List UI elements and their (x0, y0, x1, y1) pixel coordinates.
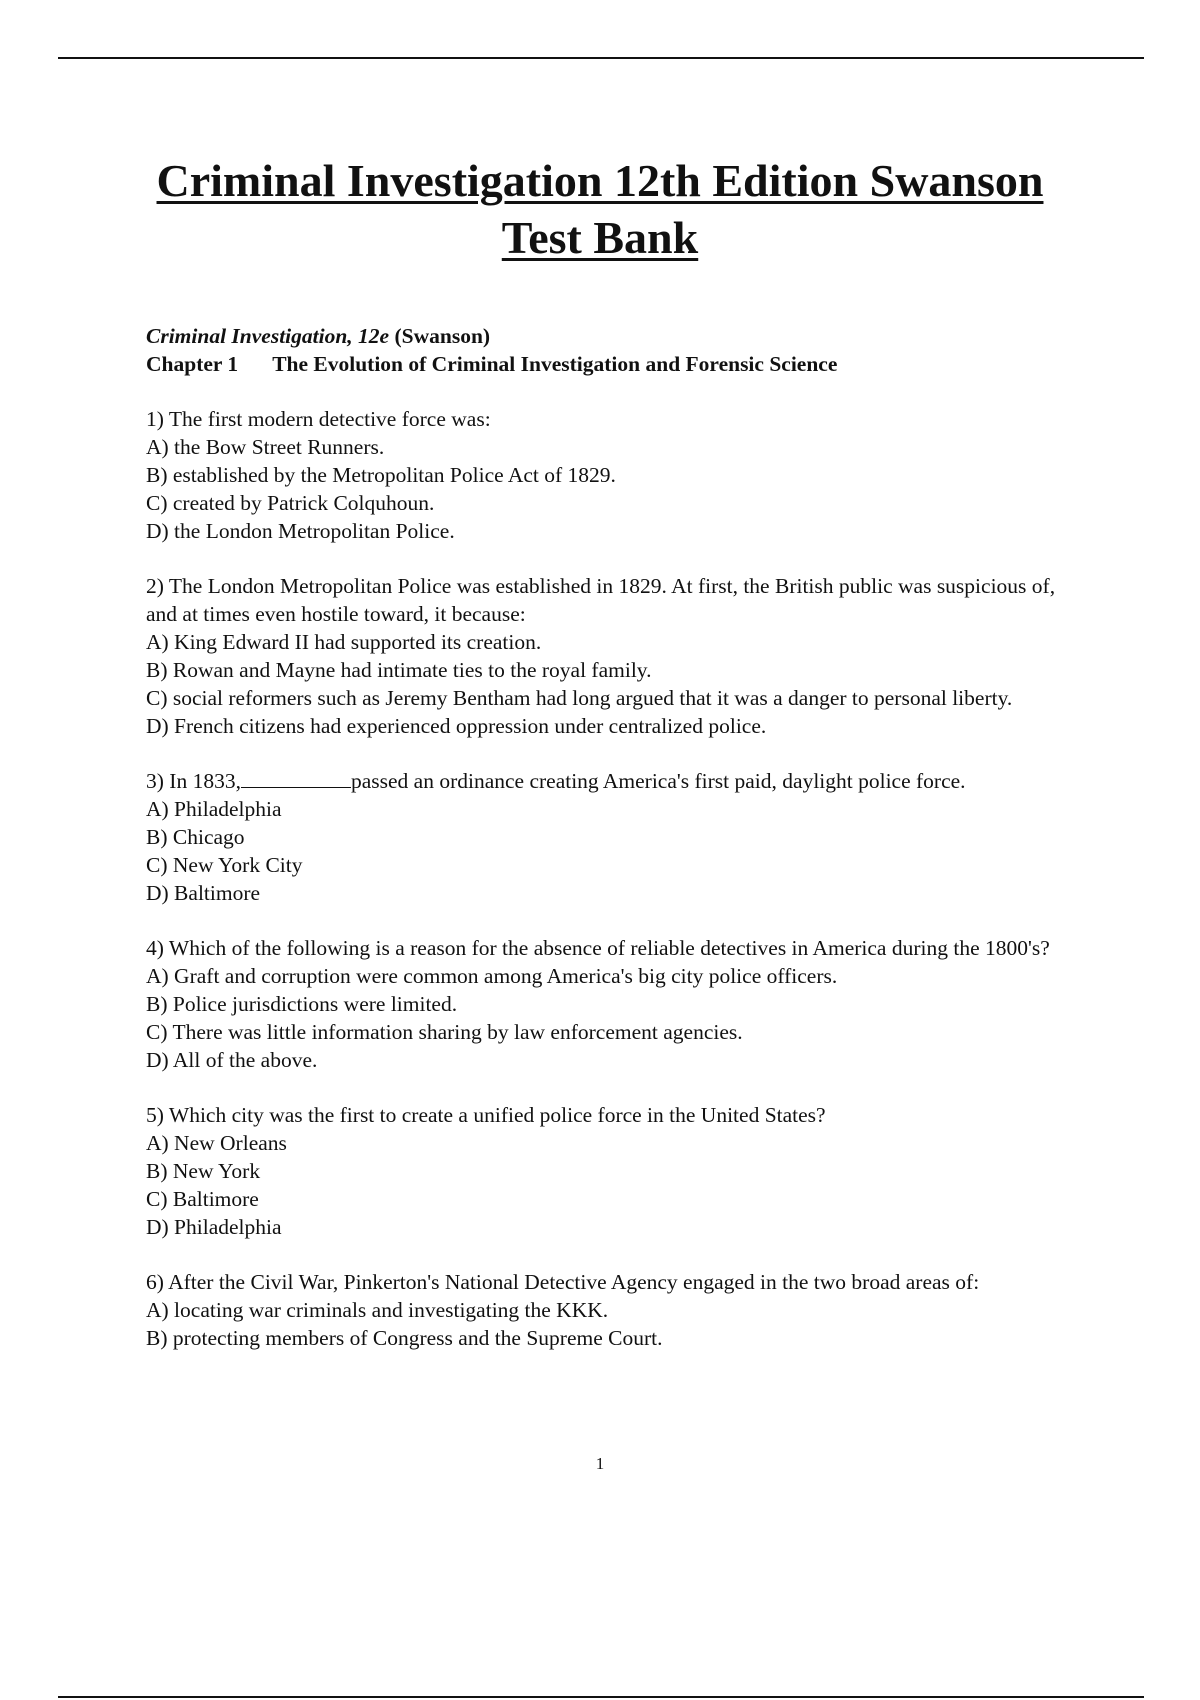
question-stem: 2) The London Metropolitan Police was established in 1829. At first, the British public was suspicious of, and at times even hostile toward, it because: (146, 574, 1056, 626)
answer-blank (241, 769, 351, 788)
question-stem (146, 767, 1086, 795)
option-a: A) King Edward II had supported its creation. (146, 630, 542, 654)
document-title (0, 152, 1200, 266)
option-d: D) Baltimore (146, 881, 261, 905)
option-a: A) locating war criminals and investigating the KKK. (146, 1298, 609, 1322)
option-b: B) Chicago (146, 825, 245, 849)
question-1 (146, 405, 1086, 545)
option-a: A) the Bow Street Runners. (146, 435, 385, 459)
option-b: B) protecting members of Congress and the Supreme Court. (146, 1326, 663, 1350)
option-d: D) All of the above. (146, 1048, 318, 1072)
question-stem: 4) Which of the following is a reason for the absence of reliable detectives in America during the 1800's? (146, 936, 1050, 960)
option-b: B) Rowan and Mayne had intimate ties to the royal family. (146, 658, 652, 682)
chapter-label: Chapter 1 (146, 352, 239, 376)
question-stem: 5) Which city was the first to create a unified police force in the United States? (146, 1103, 826, 1127)
question-stem: 6) After the Civil War, Pinkerton's National Detective Agency engaged in the two broad areas of: (146, 1270, 980, 1294)
option-c: C) created by Patrick Colquhoun. (146, 491, 435, 515)
page-content (146, 322, 1086, 1352)
title-line-2: Test Bank (501, 212, 699, 263)
chapter-title: The Evolution of Criminal Investigation and Forensic Science (272, 352, 838, 376)
question-6 (146, 1268, 1086, 1352)
option-b: B) established by the Metropolitan Police Act of 1829. (146, 463, 616, 487)
stem-after-blank: passed an ordinance creating America's first paid, daylight police force. (350, 769, 966, 793)
option-a: A) New Orleans (146, 1131, 287, 1155)
option-b: B) New York (146, 1159, 261, 1183)
option-d: D) the London Metropolitan Police. (146, 519, 455, 543)
book-title: Criminal Investigation, 12e (146, 324, 390, 348)
question-stem: 1) The first modern detective force was: (146, 407, 491, 431)
option-c: C) social reformers such as Jeremy Bentham had long argued that it was a danger to personal liberty. (146, 686, 1013, 710)
question-2 (146, 572, 1086, 740)
book-author: (Swanson) (394, 324, 491, 348)
option-a: A) Philadelphia (146, 797, 282, 821)
book-heading (146, 322, 1086, 350)
title-line-1: Criminal Investigation 12th Edition Swanson (156, 155, 1044, 206)
option-d: D) Philadelphia (146, 1215, 282, 1239)
option-c: C) New York City (146, 853, 303, 877)
question-5 (146, 1101, 1086, 1241)
bottom-rule (58, 1696, 1144, 1698)
page-number: 1 (595, 1454, 605, 1473)
chapter-heading (146, 350, 1086, 378)
top-rule (58, 57, 1144, 59)
option-a: A) Graft and corruption were common among America's big city police officers. (146, 964, 838, 988)
question-3 (146, 767, 1086, 907)
option-c: C) Baltimore (146, 1187, 259, 1211)
option-b: B) Police jurisdictions were limited. (146, 992, 458, 1016)
option-c: C) There was little information sharing by law enforcement agencies. (146, 1020, 743, 1044)
option-d: D) French citizens had experienced oppression under centralized police. (146, 714, 767, 738)
stem-before-blank: 3) In 1833, (146, 769, 241, 793)
question-4 (146, 934, 1086, 1074)
